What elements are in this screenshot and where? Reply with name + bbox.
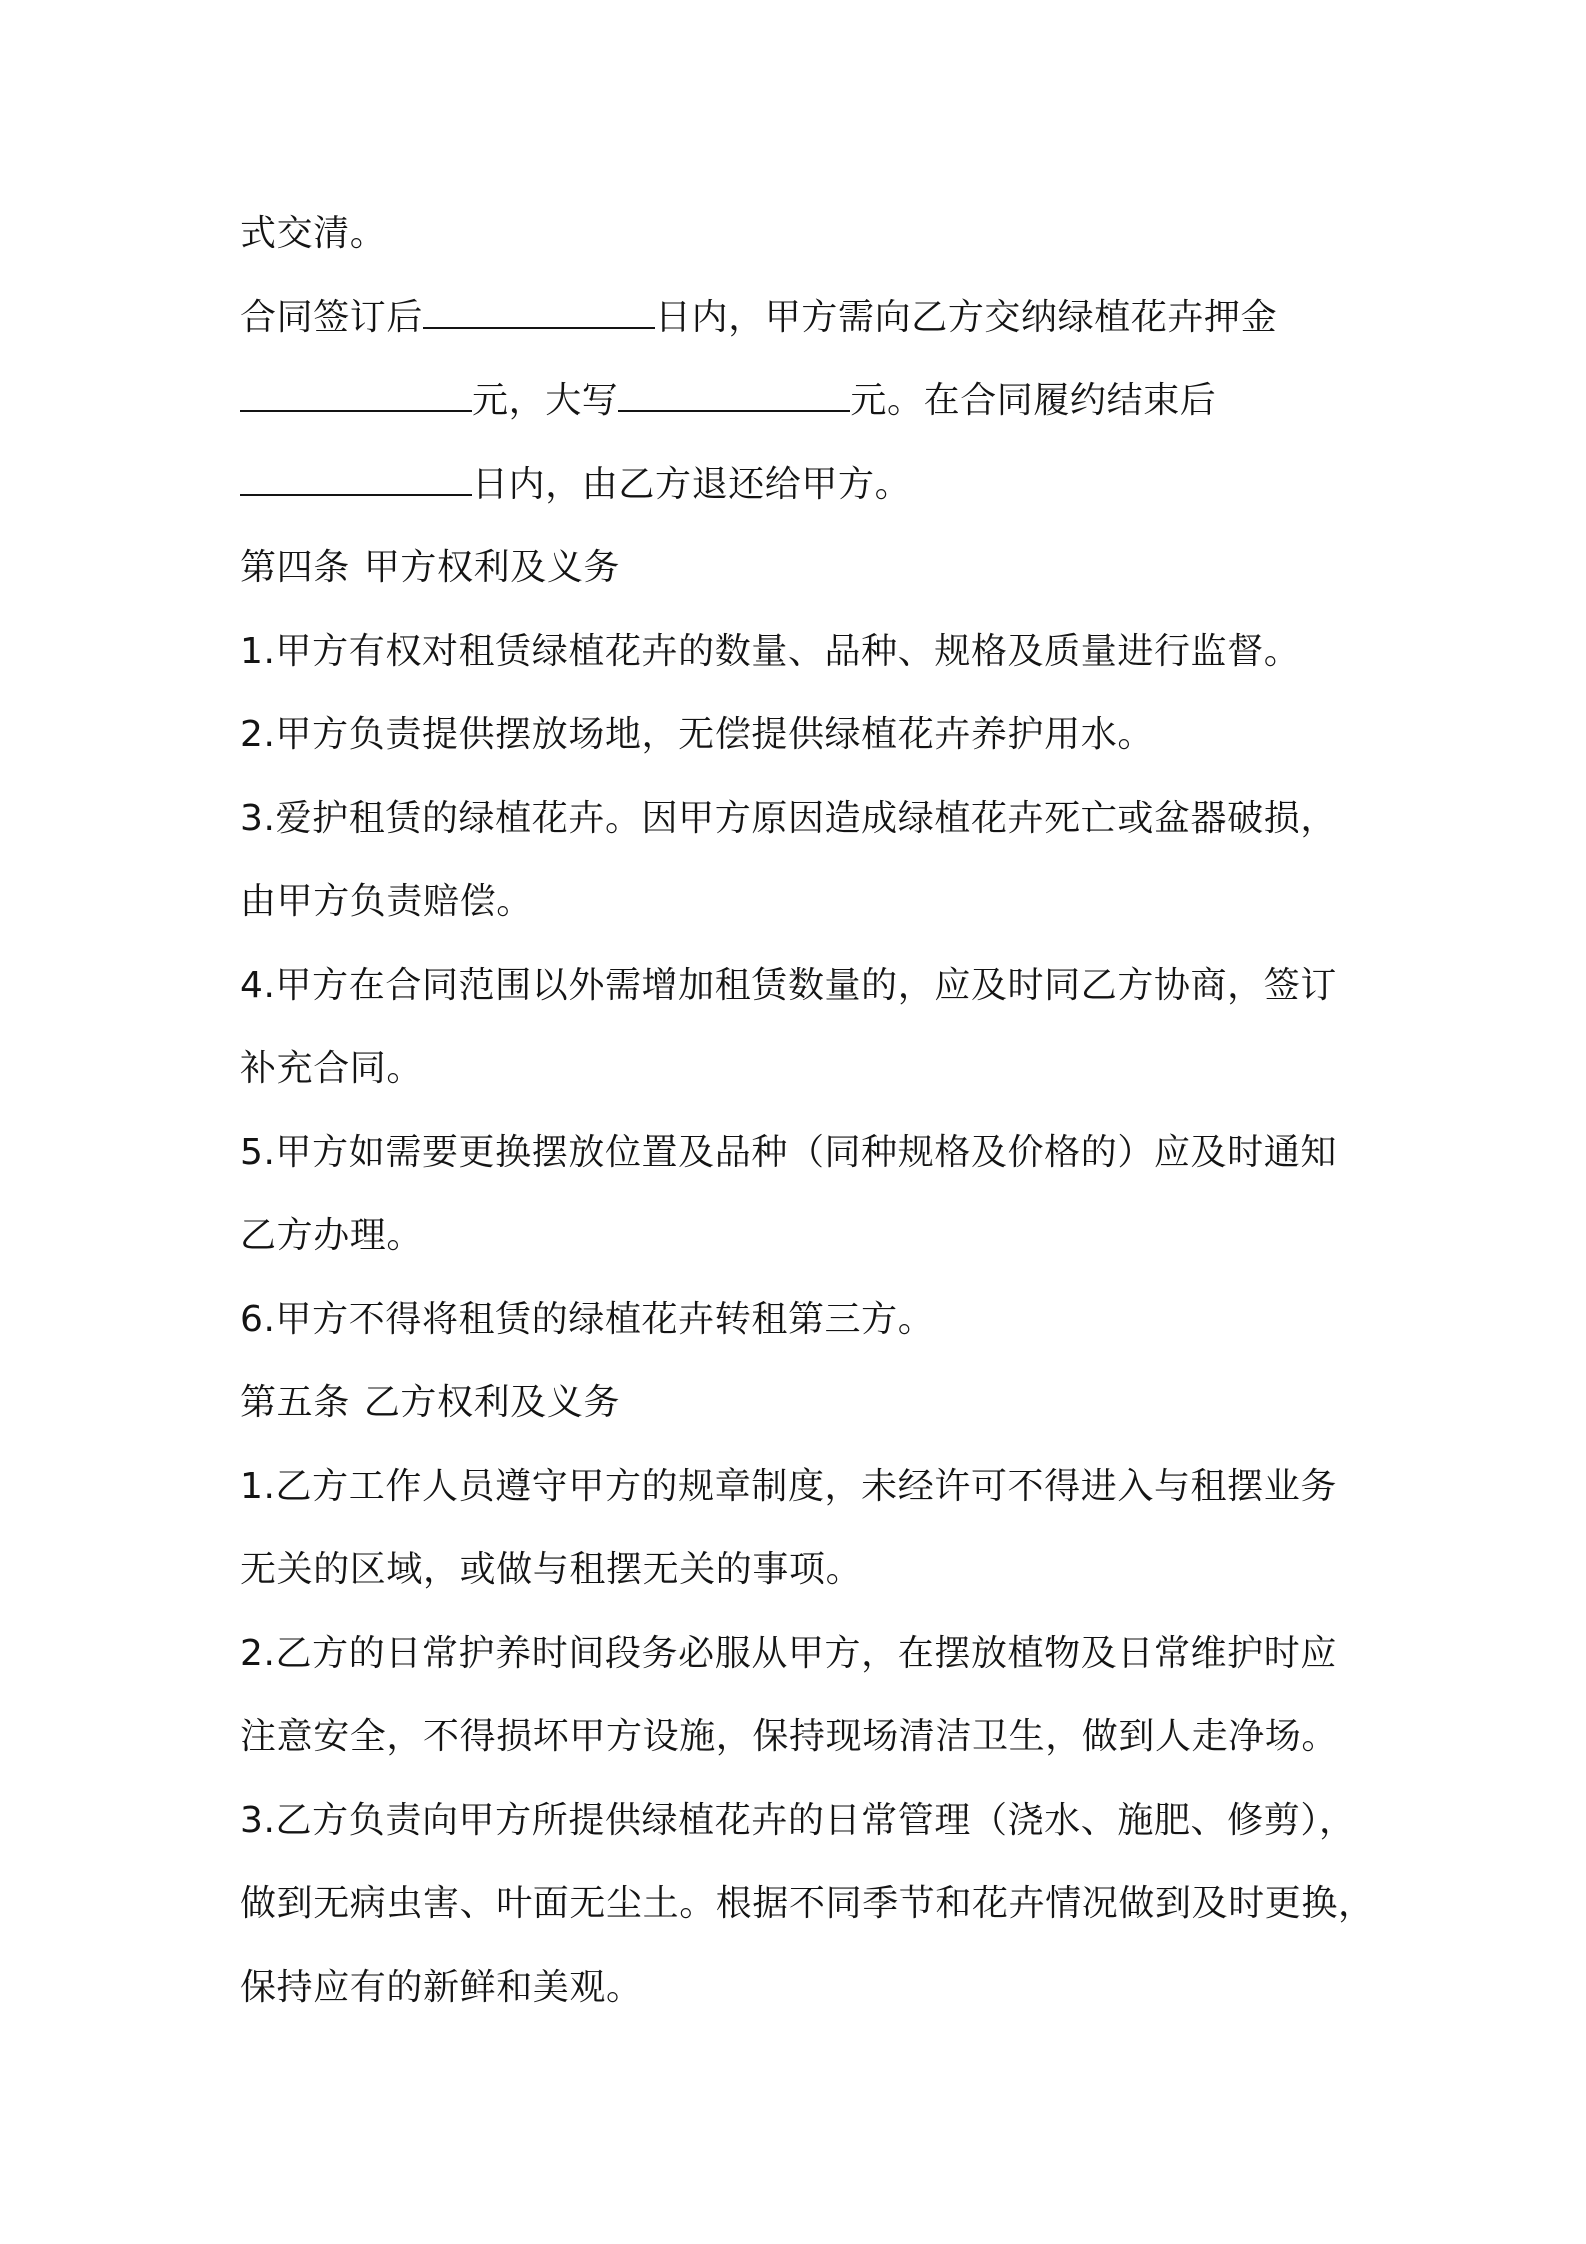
article-number: 第四条 — [240, 547, 350, 588]
clause-line: 1.甲方有权对租赁绿植花卉的数量、品种、规格及质量进行监督。 — [240, 630, 1301, 672]
clause-line: 注意安全，不得损坏甲方设施，保持现场清洁卫生，做到人走净场。 — [240, 1716, 1339, 1757]
article-4-heading — [240, 526, 1390, 610]
clause-line: 补充合同。 — [240, 1048, 424, 1089]
fill-in-blank — [240, 380, 472, 412]
clause-line: 3.爱护租赁的绿植花卉。因甲方原因造成绿植花卉死亡或盆器破损， — [240, 797, 1337, 839]
clause-line: 由甲方负责赔偿。 — [240, 881, 533, 922]
paragraph-line — [240, 276, 1390, 360]
clause-line: 5.甲方如需要更换摆放位置及品种（同种规格及价格的）应及时通知 — [240, 1131, 1337, 1173]
line-text: 日内，甲方需向乙方交纳绿植花卉押金 — [655, 296, 1278, 338]
line-text: 式交清。 — [240, 213, 387, 254]
paragraph-line — [240, 192, 1390, 276]
clause-line: 无关的区域，或做与租摆无关的事项。 — [240, 1549, 863, 1590]
article-5-heading — [240, 1361, 1390, 1445]
line-text: 元。在合同履约结束后 — [850, 380, 1217, 421]
fill-in-blank — [618, 380, 850, 412]
clause-line: 3.乙方负责向甲方所提供绿植花卉的日常管理（浇水、施肥、修剪）， — [240, 1799, 1356, 1841]
document-body — [240, 192, 1390, 2029]
fill-in-blank — [423, 297, 655, 329]
clause-line: 6.甲方不得将租赁的绿植花卉转租第三方。 — [240, 1298, 935, 1340]
clause-line: 保持应有的新鲜和美观。 — [240, 1966, 643, 2008]
article-title: 乙方权利及义务 — [363, 1382, 621, 1423]
line-text: 合同签订后 — [240, 296, 424, 338]
line-text: 日内，由乙方退还给甲方。 — [472, 463, 912, 505]
clause-line: 乙方办理。 — [240, 1215, 424, 1256]
clause-line: 做到无病虫害、叶面无尘土。根据不同季节和花卉情况做到及时更换， — [240, 1883, 1375, 1924]
article-number: 第五条 — [240, 1382, 350, 1423]
clause-line: 2.甲方负责提供摆放场地，无偿提供绿植花卉养护用水。 — [240, 714, 1154, 755]
clause-line: 1.乙方工作人员遵守甲方的规章制度，未经许可不得进入与租摆业务 — [240, 1465, 1337, 1507]
line-text: 元，大写 — [472, 380, 619, 421]
article-title: 甲方权利及义务 — [363, 547, 621, 588]
clause-line: 2.乙方的日常护养时间段务必服从甲方，在摆放植物及日常维护时应 — [240, 1632, 1337, 1674]
clause-line: 4.甲方在合同范围以外需增加租赁数量的，应及时同乙方协商，签订 — [240, 964, 1337, 1006]
paragraph-line — [240, 359, 1390, 443]
fill-in-blank — [240, 464, 472, 496]
paragraph-line — [240, 443, 1390, 527]
